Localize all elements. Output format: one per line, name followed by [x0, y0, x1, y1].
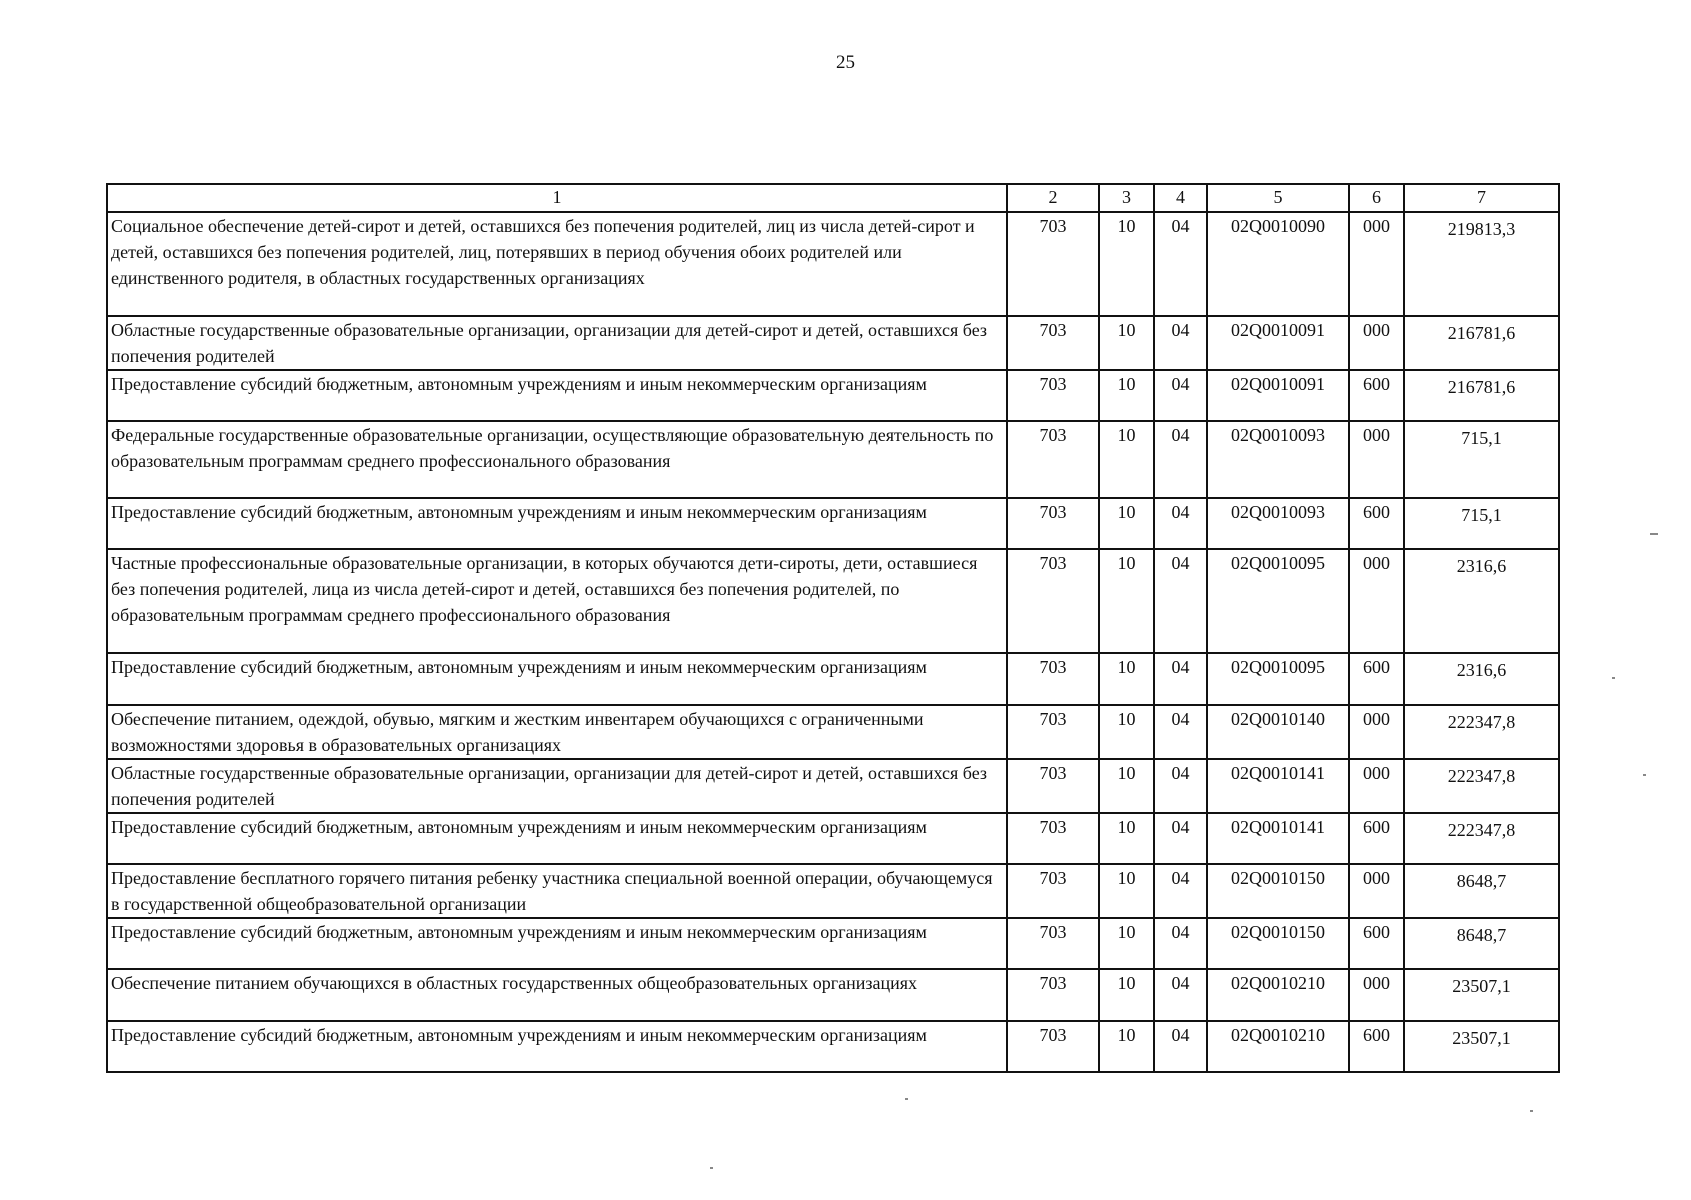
- row-name: Предоставление субсидий бюджетным, автономным учреждениям и иным некоммерческим организациям: [107, 813, 1007, 864]
- row-amount: 8648,7: [1404, 864, 1559, 918]
- row-col-5: 02Q0010090: [1207, 212, 1349, 316]
- row-col-5: 02Q0010093: [1207, 421, 1349, 498]
- row-col-5: 02Q0010140: [1207, 705, 1349, 759]
- row-col-4: 04: [1154, 549, 1207, 653]
- row-col-3: 10: [1099, 759, 1154, 813]
- table-row: [107, 421, 1559, 498]
- row-col-3: 10: [1099, 813, 1154, 864]
- row-col-3: 10: [1099, 370, 1154, 421]
- row-col-4: 04: [1154, 1021, 1207, 1072]
- row-name: Предоставление бесплатного горячего питания ребенку участника специальной военной операции, обучающемуся в государственной общеобразовательной организации: [107, 864, 1007, 918]
- row-col-4: 04: [1154, 316, 1207, 370]
- row-col-2: 703: [1007, 759, 1099, 813]
- row-col-5: 02Q0010091: [1207, 316, 1349, 370]
- row-col-2: 703: [1007, 705, 1099, 759]
- column-header-1: 1: [107, 184, 1007, 212]
- row-col-4: 04: [1154, 705, 1207, 759]
- table-row: [107, 864, 1559, 918]
- row-name: Предоставление субсидий бюджетным, автономным учреждениям и иным некоммерческим организациям: [107, 653, 1007, 705]
- row-col-2: 703: [1007, 864, 1099, 918]
- row-col-3: 10: [1099, 421, 1154, 498]
- row-amount: 715,1: [1404, 421, 1559, 498]
- column-header-2: 2: [1007, 184, 1099, 212]
- row-col-2: 703: [1007, 549, 1099, 653]
- row-name: Частные профессиональные образовательные организации, в которых обучаются дети-сироты, дети, оставшиеся без попечения родителей, лица из числа детей-сирот и детей, оставшихся без попечения родителей, по образовательным программам среднего профессионального образования: [107, 549, 1007, 653]
- row-col-6: 600: [1349, 498, 1404, 549]
- row-name: Федеральные государственные образовательные организации, осуществляющие образовательную деятельность по образовательным программам среднего профессионального образования: [107, 421, 1007, 498]
- row-col-3: 10: [1099, 864, 1154, 918]
- row-col-3: 10: [1099, 653, 1154, 705]
- row-col-4: 04: [1154, 969, 1207, 1021]
- row-name: Предоставление субсидий бюджетным, автономным учреждениям и иным некоммерческим организациям: [107, 370, 1007, 421]
- row-col-6: 600: [1349, 370, 1404, 421]
- scan-speck: [905, 1098, 908, 1100]
- row-col-3: 10: [1099, 1021, 1154, 1072]
- row-col-3: 10: [1099, 918, 1154, 969]
- row-col-2: 703: [1007, 1021, 1099, 1072]
- row-col-5: 02Q0010141: [1207, 759, 1349, 813]
- table-row: [107, 653, 1559, 705]
- row-amount: 219813,3: [1404, 212, 1559, 316]
- row-amount: 8648,7: [1404, 918, 1559, 969]
- row-col-6: 600: [1349, 1021, 1404, 1072]
- row-col-6: 000: [1349, 705, 1404, 759]
- row-col-3: 10: [1099, 498, 1154, 549]
- scan-speck: [1650, 533, 1658, 535]
- row-col-4: 04: [1154, 212, 1207, 316]
- row-col-5: 02Q0010210: [1207, 969, 1349, 1021]
- row-col-3: 10: [1099, 705, 1154, 759]
- row-col-4: 04: [1154, 864, 1207, 918]
- table-row: [107, 969, 1559, 1021]
- row-col-2: 703: [1007, 370, 1099, 421]
- table-row: [107, 498, 1559, 549]
- row-col-5: 02Q0010141: [1207, 813, 1349, 864]
- row-col-6: 000: [1349, 212, 1404, 316]
- row-col-4: 04: [1154, 813, 1207, 864]
- page-number: 25: [836, 52, 855, 73]
- table-row: [107, 759, 1559, 813]
- row-amount: 216781,6: [1404, 316, 1559, 370]
- row-col-6: 000: [1349, 759, 1404, 813]
- row-amount: 23507,1: [1404, 969, 1559, 1021]
- row-col-2: 703: [1007, 969, 1099, 1021]
- scan-speck: [1612, 677, 1615, 679]
- row-col-5: 02Q0010210: [1207, 1021, 1349, 1072]
- row-col-5: 02Q0010150: [1207, 864, 1349, 918]
- table-row: [107, 1021, 1559, 1072]
- row-col-5: 02Q0010150: [1207, 918, 1349, 969]
- row-col-3: 10: [1099, 969, 1154, 1021]
- row-amount: 23507,1: [1404, 1021, 1559, 1072]
- row-name: Областные государственные образовательные организации, организации для детей-сирот и детей, оставшихся без попечения родителей: [107, 759, 1007, 813]
- table-header-row: [107, 184, 1559, 212]
- row-name: Обеспечение питанием обучающихся в областных государственных общеобразовательных организациях: [107, 969, 1007, 1021]
- table-row: [107, 813, 1559, 864]
- row-name: Социальное обеспечение детей-сирот и детей, оставшихся без попечения родителей, лиц из числа детей-сирот и детей, оставшихся без попечения родителей, лиц, потерявших в период обучения обоих родителей или единственного родителя, в областных государственных организациях: [107, 212, 1007, 316]
- row-amount: 2316,6: [1404, 549, 1559, 653]
- scan-speck: [1643, 774, 1646, 776]
- row-col-5: 02Q0010095: [1207, 549, 1349, 653]
- column-header-7: 7: [1404, 184, 1559, 212]
- budget-table: [106, 183, 1560, 1073]
- row-amount: 222347,8: [1404, 813, 1559, 864]
- table-row: [107, 316, 1559, 370]
- row-col-4: 04: [1154, 370, 1207, 421]
- row-col-3: 10: [1099, 212, 1154, 316]
- row-col-4: 04: [1154, 759, 1207, 813]
- row-amount: 715,1: [1404, 498, 1559, 549]
- column-header-4: 4: [1154, 184, 1207, 212]
- row-col-5: 02Q0010093: [1207, 498, 1349, 549]
- row-col-2: 703: [1007, 212, 1099, 316]
- table-row: [107, 370, 1559, 421]
- row-col-2: 703: [1007, 918, 1099, 969]
- row-name: Областные государственные образовательные организации, организации для детей-сирот и детей, оставшихся без попечения родителей: [107, 316, 1007, 370]
- row-col-6: 600: [1349, 653, 1404, 705]
- row-name: Предоставление субсидий бюджетным, автономным учреждениям и иным некоммерческим организациям: [107, 1021, 1007, 1072]
- scan-speck: [1530, 1110, 1533, 1112]
- row-col-4: 04: [1154, 498, 1207, 549]
- row-name: Предоставление субсидий бюджетным, автономным учреждениям и иным некоммерческим организациям: [107, 498, 1007, 549]
- row-col-6: 000: [1349, 864, 1404, 918]
- row-col-2: 703: [1007, 498, 1099, 549]
- row-col-2: 703: [1007, 653, 1099, 705]
- row-amount: 222347,8: [1404, 759, 1559, 813]
- row-col-2: 703: [1007, 813, 1099, 864]
- table-row: [107, 212, 1559, 316]
- row-name: Обеспечение питанием, одеждой, обувью, мягким и жестким инвентарем обучающихся с ограниченными возможностями здоровья в образовательных организациях: [107, 705, 1007, 759]
- row-col-4: 04: [1154, 653, 1207, 705]
- row-col-6: 000: [1349, 421, 1404, 498]
- column-header-6: 6: [1349, 184, 1404, 212]
- row-amount: 2316,6: [1404, 653, 1559, 705]
- table-row: [107, 549, 1559, 653]
- row-col-4: 04: [1154, 918, 1207, 969]
- row-col-2: 703: [1007, 421, 1099, 498]
- row-amount: 216781,6: [1404, 370, 1559, 421]
- row-col-5: 02Q0010095: [1207, 653, 1349, 705]
- row-col-3: 10: [1099, 316, 1154, 370]
- column-header-3: 3: [1099, 184, 1154, 212]
- row-col-6: 000: [1349, 316, 1404, 370]
- row-col-6: 000: [1349, 969, 1404, 1021]
- table-row: [107, 705, 1559, 759]
- column-header-5: 5: [1207, 184, 1349, 212]
- scan-speck: [710, 1167, 713, 1169]
- row-col-4: 04: [1154, 421, 1207, 498]
- row-col-6: 600: [1349, 918, 1404, 969]
- row-col-6: 000: [1349, 549, 1404, 653]
- row-col-6: 600: [1349, 813, 1404, 864]
- row-name: Предоставление субсидий бюджетным, автономным учреждениям и иным некоммерческим организациям: [107, 918, 1007, 969]
- row-amount: 222347,8: [1404, 705, 1559, 759]
- row-col-5: 02Q0010091: [1207, 370, 1349, 421]
- table-row: [107, 918, 1559, 969]
- row-col-2: 703: [1007, 316, 1099, 370]
- row-col-3: 10: [1099, 549, 1154, 653]
